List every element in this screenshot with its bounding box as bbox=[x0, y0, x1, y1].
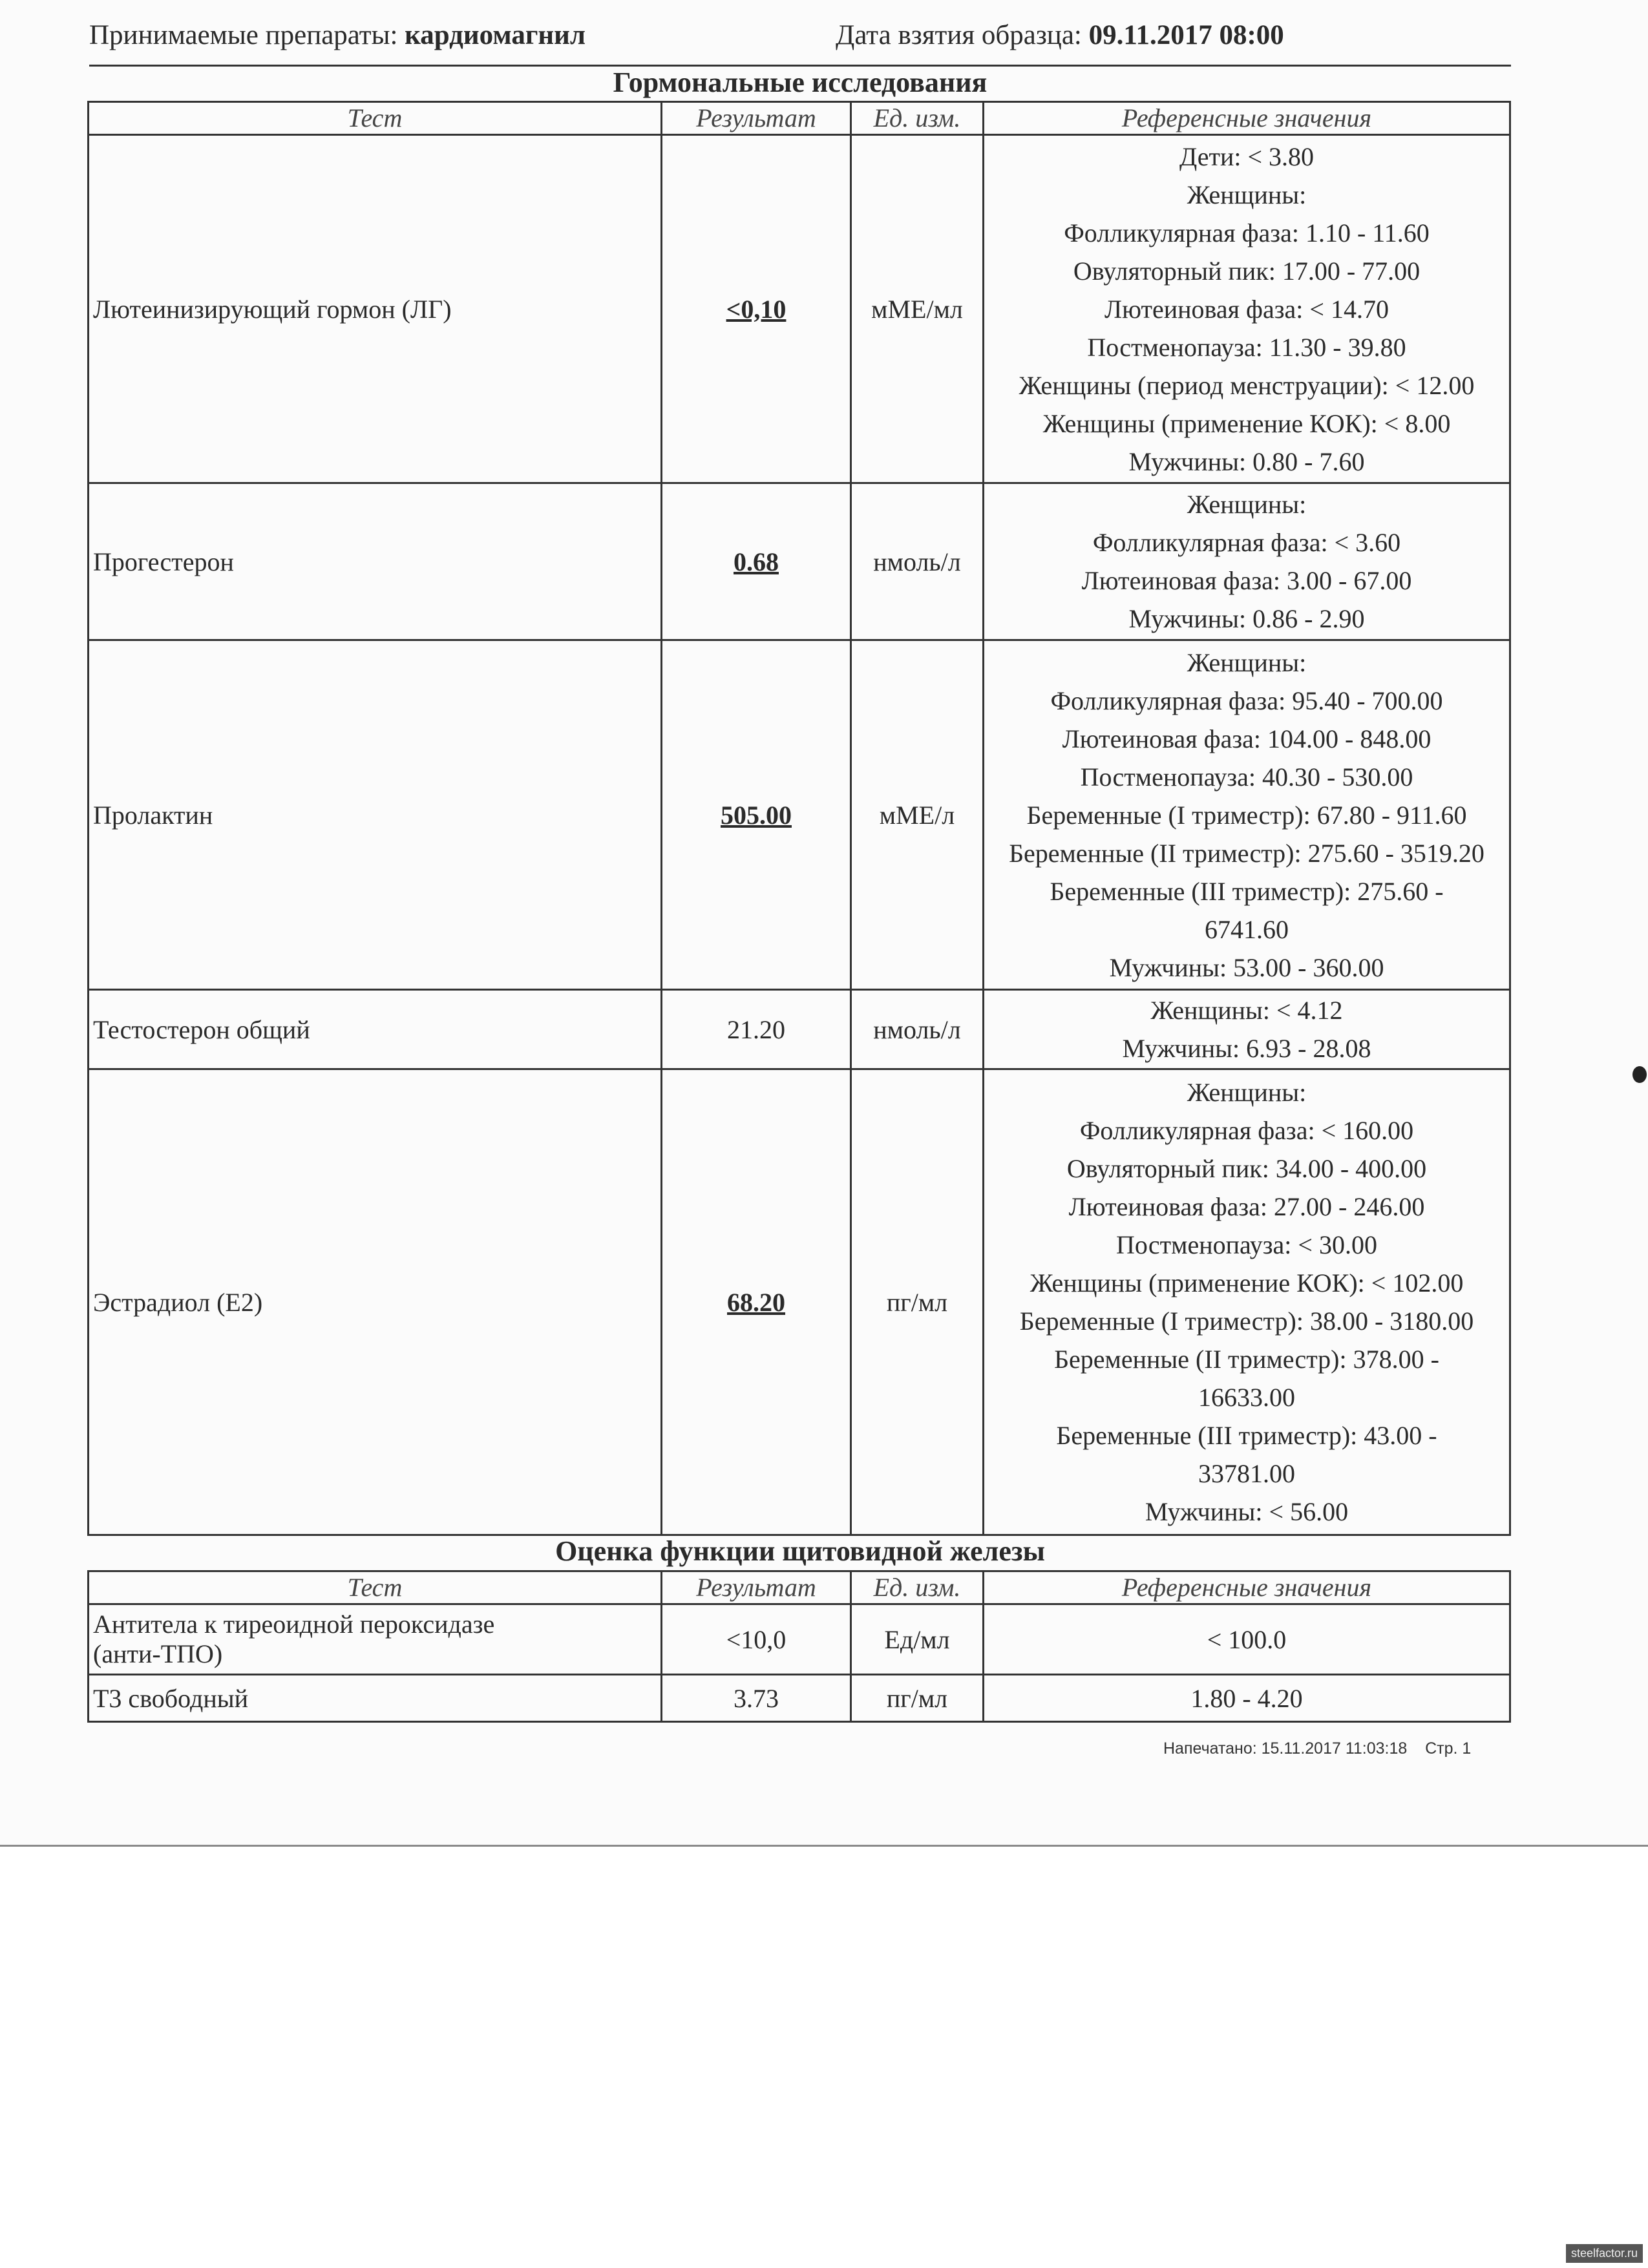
reference-line: Женщины: bbox=[1187, 647, 1307, 677]
test-name: Тестостерон общий bbox=[89, 990, 662, 1069]
column-header-test: Тест bbox=[89, 102, 662, 135]
report-header bbox=[89, 14, 1511, 67]
reference-line: Фолликулярная фаза: < 160.00 bbox=[1079, 1116, 1414, 1145]
reference-line: Постменопауза: < 30.00 bbox=[1116, 1230, 1377, 1259]
column-header-unit: Ед. изм. bbox=[851, 1571, 984, 1604]
site-watermark: steelfactor.ru bbox=[1566, 2244, 1643, 2263]
test-unit: мМЕ/мл bbox=[851, 135, 984, 483]
reference-line: Фолликулярная фаза: 1.10 - 11.60 bbox=[1064, 218, 1430, 247]
reference-line: Женщины (применение КОК): < 102.00 bbox=[1030, 1268, 1464, 1297]
reference-line: Овуляторный пик: 34.00 - 400.00 bbox=[1066, 1154, 1427, 1183]
test-name bbox=[89, 1604, 662, 1675]
reference-line: Мужчины: 0.86 - 2.90 bbox=[1128, 604, 1365, 633]
reference-line: Фолликулярная фаза: < 3.60 bbox=[1092, 528, 1401, 557]
test-result: 21.20 bbox=[662, 990, 851, 1069]
thyroid-table bbox=[87, 1570, 1511, 1723]
reference-line: Фолликулярная фаза: 95.40 - 700.00 bbox=[1050, 686, 1443, 715]
reference-line: Беременные (II триместр): 275.60 - 3519.20 bbox=[1009, 838, 1484, 868]
reference-line: Лютеиновая фаза: 104.00 - 848.00 bbox=[1062, 724, 1431, 753]
reference-line: Женщины: bbox=[1187, 490, 1307, 519]
page-number: Стр. 1 bbox=[1425, 1739, 1472, 1758]
reference-line: Беременные (I триместр): 38.00 - 3180.00 bbox=[1019, 1307, 1474, 1336]
reference-values bbox=[984, 640, 1510, 990]
printed-timestamp: Напечатано: 15.11.2017 11:03:18 bbox=[1163, 1739, 1408, 1758]
test-result: <10,0 bbox=[662, 1604, 851, 1675]
hormones-section-title: Гормональные исследования bbox=[613, 67, 988, 98]
test-result: 3.73 bbox=[662, 1675, 851, 1722]
reference-line: Беременные (III триместр): 275.60 - bbox=[1050, 876, 1444, 906]
test-name: Т3 свободный bbox=[89, 1675, 662, 1722]
reference-line: Женщины (применение КОК): < 8.00 bbox=[1042, 408, 1451, 438]
sample-date-label: Дата взятия образца: bbox=[836, 20, 1082, 50]
scan-speck bbox=[1632, 1066, 1647, 1083]
thyroid-section-title: Оценка функции щитовидной железы bbox=[555, 1535, 1045, 1567]
sample-date-value: 09.11.2017 08:00 bbox=[1088, 20, 1284, 50]
reference-line: Лютеиновая фаза: 3.00 - 67.00 bbox=[1081, 566, 1412, 595]
reference-line: 16633.00 bbox=[1198, 1383, 1295, 1412]
column-header-test: Тест bbox=[89, 1571, 662, 1604]
drugs-value: кардиомагнил bbox=[405, 20, 586, 50]
reference-line: Мужчины: 0.80 - 7.60 bbox=[1128, 446, 1365, 476]
print-footer bbox=[1163, 1739, 1471, 1758]
reference-line: Мужчины: < 56.00 bbox=[1145, 1497, 1349, 1526]
test-unit: мМЕ/л bbox=[851, 640, 984, 990]
reference-line: 6741.60 bbox=[1205, 914, 1289, 944]
hormones-table bbox=[87, 101, 1511, 1536]
test-unit: нмоль/л bbox=[851, 483, 984, 640]
column-header-reference: Референсные значения bbox=[984, 1571, 1510, 1604]
test-name: Лютеинизирующий гормон (ЛГ) bbox=[89, 135, 662, 483]
test-unit: Ед/мл bbox=[851, 1604, 984, 1675]
table-row bbox=[89, 1069, 1510, 1535]
reference-line: Постменопауза: 11.30 - 39.80 bbox=[1087, 332, 1406, 362]
reference-line: Мужчины: 53.00 - 360.00 bbox=[1109, 952, 1384, 982]
table-row bbox=[89, 1604, 1510, 1675]
column-header-result: Результат bbox=[662, 102, 851, 135]
test-result: 0.68 bbox=[662, 483, 851, 640]
table-row bbox=[89, 135, 1510, 483]
reference-values: < 100.0 bbox=[984, 1604, 1510, 1675]
table-header-row bbox=[89, 1571, 1510, 1604]
reference-line: 33781.00 bbox=[1198, 1459, 1295, 1488]
reference-line: Постменопауза: 40.30 - 530.00 bbox=[1080, 762, 1413, 792]
reference-values bbox=[984, 135, 1510, 483]
reference-values bbox=[984, 483, 1510, 640]
reference-line: Беременные (III триместр): 43.00 - bbox=[1056, 1421, 1437, 1450]
table-row bbox=[89, 1675, 1510, 1722]
test-name-line: Антитела к тиреоидной пероксидазе bbox=[93, 1610, 495, 1639]
reference-line: Беременные (I триместр): 67.80 - 911.60 bbox=[1026, 800, 1467, 830]
table-row bbox=[89, 990, 1510, 1069]
column-header-reference: Референсные значения bbox=[984, 102, 1510, 135]
test-unit: нмоль/л bbox=[851, 990, 984, 1069]
sample-date-info bbox=[836, 19, 1284, 51]
test-name: Пролактин bbox=[89, 640, 662, 990]
reference-line: Овуляторный пик: 17.00 - 77.00 bbox=[1073, 256, 1421, 286]
table-header-row bbox=[89, 102, 1510, 135]
table-row bbox=[89, 483, 1510, 640]
test-name: Эстрадиол (Е2) bbox=[89, 1069, 662, 1535]
reference-line: Мужчины: 6.93 - 28.08 bbox=[1122, 1034, 1371, 1063]
test-result: 505.00 bbox=[662, 640, 851, 990]
table-row bbox=[89, 640, 1510, 990]
reference-line: Лютеиновая фаза: < 14.70 bbox=[1104, 294, 1389, 324]
reference-values: 1.80 - 4.20 bbox=[984, 1675, 1510, 1722]
test-unit: пг/мл bbox=[851, 1675, 984, 1722]
drugs-label: Принимаемые препараты: bbox=[89, 20, 398, 50]
reference-values bbox=[984, 990, 1510, 1069]
reference-line: Женщины: < 4.12 bbox=[1150, 996, 1343, 1025]
reference-line: Дети: < 3.80 bbox=[1179, 142, 1315, 171]
reference-values bbox=[984, 1069, 1510, 1535]
test-result: 68.20 bbox=[662, 1069, 851, 1535]
column-header-unit: Ед. изм. bbox=[851, 102, 984, 135]
test-unit: пг/мл bbox=[851, 1069, 984, 1535]
reference-line: Женщины (период менструации): < 12.00 bbox=[1019, 370, 1475, 400]
test-name-line: (анти-ТПО) bbox=[93, 1639, 223, 1668]
reference-line: Женщины: bbox=[1187, 180, 1307, 209]
test-result: <0,10 bbox=[662, 135, 851, 483]
reference-line: Беременные (II триместр): 378.00 - bbox=[1054, 1345, 1439, 1374]
test-name: Прогестерон bbox=[89, 483, 662, 640]
reference-line: Женщины: bbox=[1187, 1078, 1307, 1107]
drugs-info bbox=[89, 19, 586, 51]
column-header-result: Результат bbox=[662, 1571, 851, 1604]
reference-line: Лютеиновая фаза: 27.00 - 246.00 bbox=[1068, 1192, 1425, 1221]
